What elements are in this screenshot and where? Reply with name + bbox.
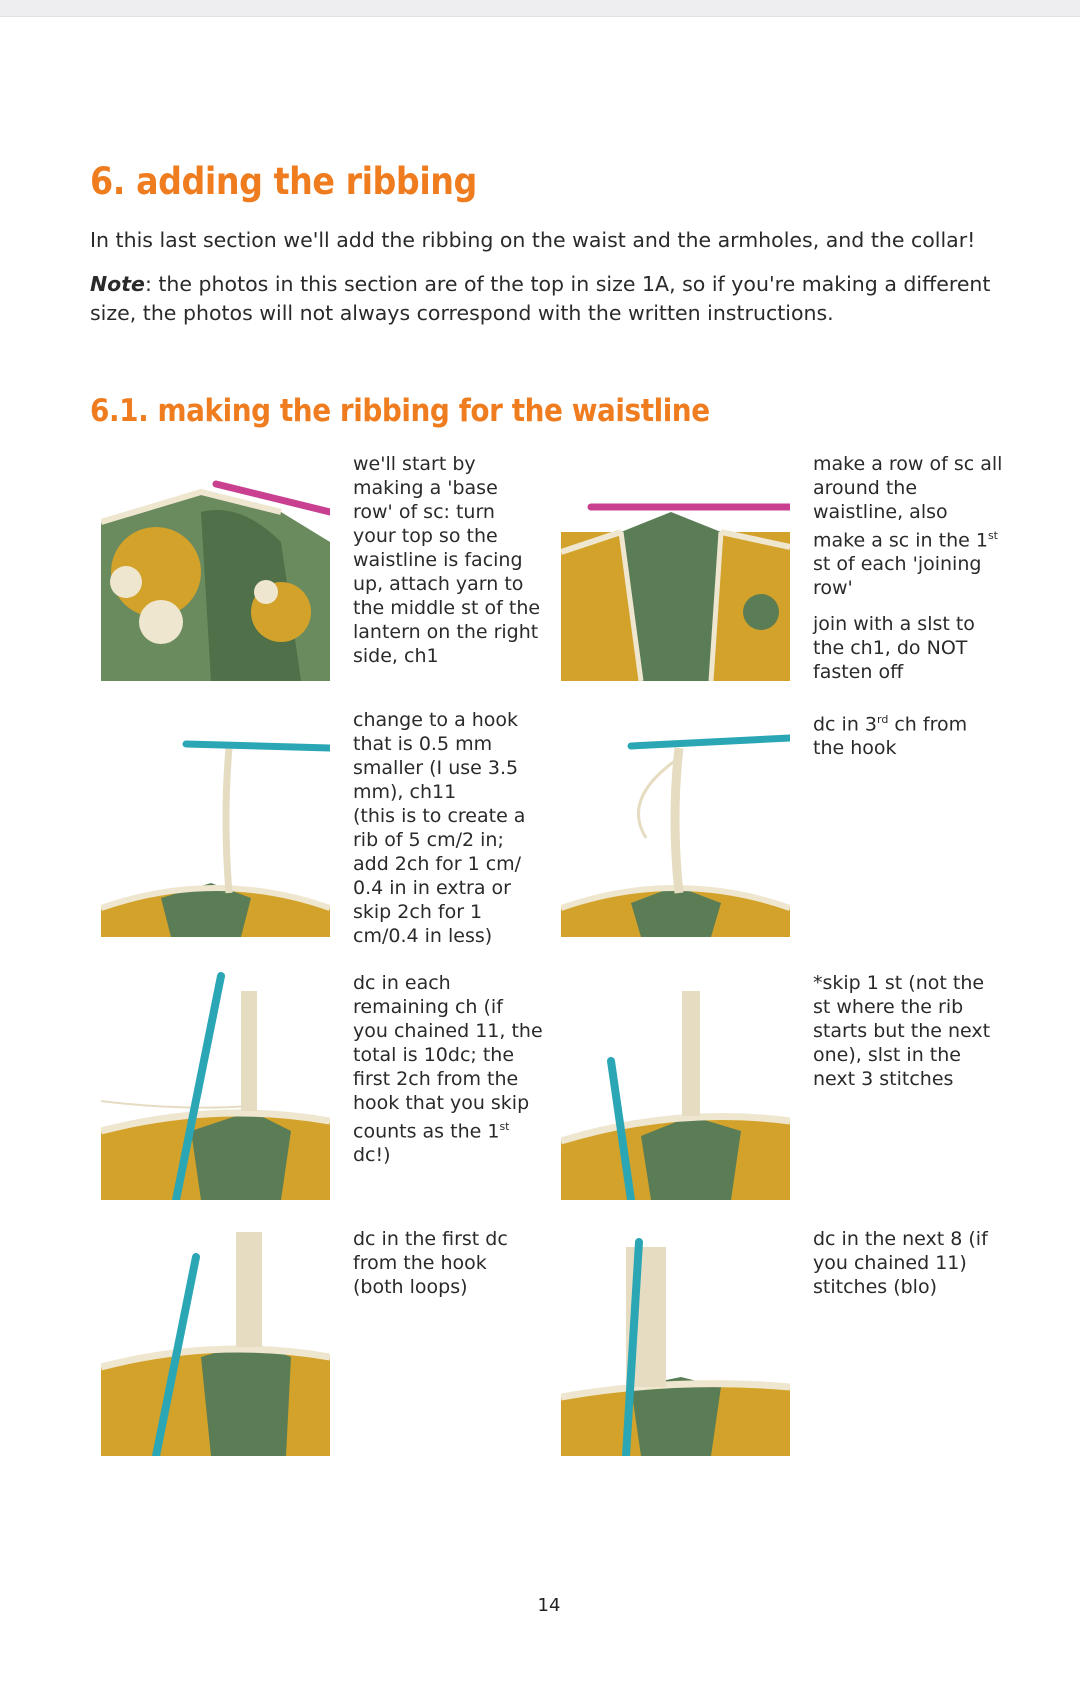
step-photo-5 (101, 971, 330, 1200)
step-3-text-a: change to a hook that is 0.5 mm smaller (I use 3.5 mm), ch11 (353, 709, 519, 803)
step-3-text-b: (this is to create a rib of 5 cm/2 in; add 2ch for 1 cm/ 0.4 in in extra or skip 2ch for 1 cm/0.4 in less) (353, 805, 526, 947)
step-text-2 (813, 452, 1003, 696)
step-2-text-b: join with a slst to the ch1, do NOT fasten off (813, 613, 975, 684)
step-photo-7 (101, 1227, 330, 1456)
step-photo-2 (561, 452, 790, 681)
top-bar (0, 0, 1080, 17)
subsection-title: 6.1. making the ribbing for the waistline (90, 393, 710, 429)
section-title: 6. adding the ribbing (90, 160, 477, 203)
step-1-text: we'll start by making a 'base row' of sc: turn your top so the waistline is facing up, attach yarn to the middle st of the lantern on the right side, ch1 (353, 453, 541, 667)
intro-text: In this last section we'll add the ribbing on the waist and the armholes, and the collar! (90, 228, 976, 252)
note-label: Note (90, 272, 145, 296)
step-2-text-a: make a row of sc all around the waistline, also make a sc in the 1st st of each 'joining row' (813, 453, 1003, 600)
page-number: 14 (537, 1595, 561, 1616)
step-text-8 (813, 1227, 1003, 1311)
step-text-4 (813, 708, 1003, 772)
note-paragraph (90, 270, 1010, 328)
step-text-5 (353, 971, 543, 1179)
step-6-text: *skip 1 st (not the st where the rib starts but the next one), slst in the next 3 stitches (813, 972, 991, 1090)
step-text-1 (353, 452, 543, 680)
step-photo-6 (561, 971, 790, 1200)
step-photo-4 (561, 708, 790, 937)
step-5-text: dc in each remaining ch (if you chained 11, the total is 10dc; the first 2ch from the hook that you skip counts as the 1st dc!) (353, 972, 543, 1167)
step-7-text: dc in the first dc from the hook (both loops) (353, 1228, 508, 1298)
step-8-text: dc in the next 8 (if you chained 11) stitches (blo) (813, 1228, 988, 1298)
step-photo-3 (101, 708, 330, 937)
note-text: : the photos in this section are of the top in size 1A, so if you're making a different size, the photos will not always correspond with the written instructions. (90, 272, 991, 325)
step-photo-1 (101, 452, 330, 681)
step-text-7 (353, 1227, 543, 1311)
step-text-6 (813, 971, 1003, 1103)
step-text-3 (353, 708, 543, 960)
step-photo-8 (561, 1227, 790, 1456)
step-4-text: dc in 3rd ch from the hook (813, 713, 968, 760)
